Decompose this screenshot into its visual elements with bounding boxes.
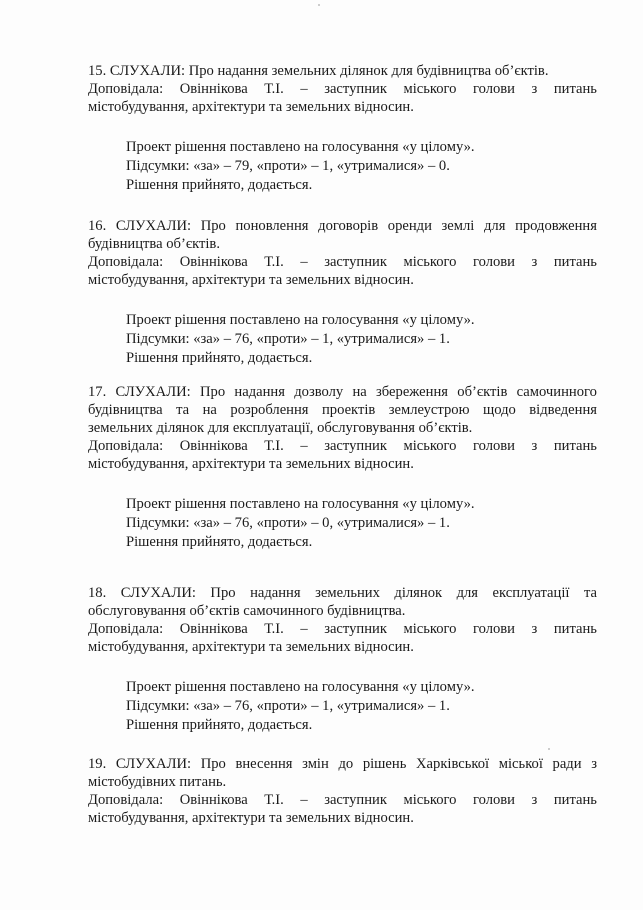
speaker-word: питань [553,254,597,270]
heading-word: для [456,585,479,601]
heading-word: Про [210,585,236,601]
speaker-word: Т.І. [264,81,284,97]
heading-word: міської [498,756,543,772]
speaker-word: – [300,81,308,97]
speaker-word: міського [403,254,457,270]
speaker-word: голови [472,254,515,270]
speaker-line [88,253,597,271]
vote-block [126,138,597,195]
speaker-word: з [531,792,538,808]
speaker-line [88,791,597,809]
heading-word: Про [200,756,226,772]
heading-line [88,383,597,401]
heading-word: та [583,585,597,601]
vote-project: Проект рішення поставлено на голосування «у цілому». [126,139,475,155]
speaker-word: питань [553,81,597,97]
speaker-word: Овіннікова [179,621,248,637]
speaker-line [88,80,597,98]
speaker-position: містобудування, архітектури та земельних відносин. [88,456,414,472]
speaker-word: Доповідала: [88,254,164,270]
heading-word: на [202,402,217,418]
heading-word: СЛУХАЛИ: [115,218,192,234]
heading-word: рішень [362,756,407,772]
speaker-word: з [531,621,538,637]
vote-results: Підсумки: «за» – 76, «проти» – 0, «утрималися» – 1. [126,515,450,531]
speaker-line [88,620,597,638]
speaker-word: питань [553,792,597,808]
speaker-word: – [300,792,308,808]
heading-line: будівництва об’єктів. [88,236,220,252]
speaker-word: Овіннікова [179,438,248,454]
speaker-word: заступник [324,254,387,270]
heading-line [88,755,597,773]
speaker-word: Доповідала: [88,81,164,97]
speaker-word: голови [472,621,515,637]
vote-decision: Рішення прийнято, додається. [126,534,313,550]
vote-block [126,678,597,735]
heading-word: Про [200,218,226,234]
speaker-word: Овіннікова [179,254,248,270]
heading-word: проектів [322,402,376,418]
speaker-word: питань [553,621,597,637]
speaker-word: Т.І. [264,438,284,454]
vote-decision: Рішення прийнято, додається. [126,717,313,733]
speaker-word: з [531,254,538,270]
heading-word: СЛУХАЛИ: [120,585,196,601]
heading-word: надання [234,384,285,400]
heading-line: 15. СЛУХАЛИ: Про надання земельних ділянок для будівництва об’єктів. [88,63,549,79]
speaker-word: з [531,81,538,97]
speaker-word: заступник [324,81,387,97]
speaker-word: – [300,438,308,454]
vote-results: Підсумки: «за» – 79, «проти» – 1, «утрималися» – 0. [126,158,450,174]
heading-word: збереження [376,384,448,400]
speaker-word: Овіннікова [179,81,248,97]
speaker-word: міського [403,621,457,637]
vote-block [126,311,597,368]
speaker-position: містобудування, архітектури та земельних відносин. [88,810,414,826]
heading-line: містобудівних питань. [88,774,227,790]
agenda-item [88,584,597,735]
heading-word: для [484,218,506,234]
heading-word: ради [552,756,582,772]
heading-word: СЛУХАЛИ: [115,384,191,400]
heading-word: розроблення [230,402,309,418]
heading-line: земельних ділянок для експлуатації, обслуговування об’єктів. [88,420,473,436]
heading-word: на [352,384,367,400]
speaker-word: Доповідала: [88,621,164,637]
heading-word: ділянок [394,585,443,601]
agenda-item [88,383,597,552]
speaker-line [88,437,597,455]
speaker-word: голови [472,792,515,808]
heading-word: об’єктів [457,384,508,400]
vote-decision: Рішення прийнято, додається. [126,350,313,366]
vote-project: Проект рішення поставлено на голосування «у цілому». [126,679,475,695]
agenda-item [88,62,597,195]
heading-word: відведення [529,402,597,418]
speaker-position: містобудування, архітектури та земельних відносин. [88,272,414,288]
speaker-word: – [300,621,308,637]
speaker-word: з [531,438,538,454]
heading-word: до [338,756,354,772]
speaker-word: міського [403,438,457,454]
heading-word: самочинного [516,384,597,400]
speaker-word: Т.І. [264,621,284,637]
agenda-item [88,755,597,827]
speaker-word: міського [403,792,457,808]
heading-word: дозволу [294,384,344,400]
heading-word: внесення [235,756,293,772]
heading-word: будівництва [88,402,163,418]
heading-word: надання [250,585,301,601]
speaker-word: міського [403,81,457,97]
speaker-word: Т.І. [264,254,284,270]
heading-word: продовження [515,218,597,234]
heading-line [88,584,597,602]
speaker-word: питань [553,438,597,454]
heading-word: 16. [88,218,107,234]
heading-word: з [591,756,597,772]
heading-word: щодо [482,402,516,418]
speaker-word: Овіннікова [179,792,248,808]
speaker-position: містобудування, архітектури та земельних відносин. [88,639,414,655]
speaker-word: заступник [324,792,387,808]
heading-word: землеустрою [388,402,470,418]
heading-word: землі [441,218,475,234]
speaker-word: Т.І. [264,792,284,808]
heading-word: Харківської [416,756,490,772]
scan-speck [548,748,550,750]
heading-word: 17. [88,384,107,400]
speaker-word: Доповідала: [88,792,164,808]
heading-line [88,217,597,235]
heading-word: поновлення [235,218,309,234]
heading-word: земельних [315,585,380,601]
speaker-position: містобудування, архітектури та земельних відносин. [88,99,414,115]
speaker-word: заступник [324,621,387,637]
speaker-word: заступник [324,438,387,454]
heading-word: змін [302,756,329,772]
heading-word: оренди [387,218,432,234]
heading-line [88,401,597,419]
heading-word: 19. [88,756,107,772]
heading-word: експлуатації [492,585,570,601]
vote-decision: Рішення прийнято, додається. [126,177,313,193]
agenda-item [88,217,597,368]
scan-speck [318,4,320,6]
heading-line: обслуговування об’єктів самочинного будівництва. [88,603,406,619]
vote-project: Проект рішення поставлено на голосування «у цілому». [126,496,475,512]
heading-word: Про [199,384,226,400]
speaker-word: – [300,254,308,270]
heading-word: 18. [88,585,107,601]
heading-word: та [176,402,190,418]
vote-results: Підсумки: «за» – 76, «проти» – 1, «утрималися» – 1. [126,331,450,347]
speaker-word: Доповідала: [88,438,164,454]
vote-results: Підсумки: «за» – 76, «проти» – 1, «утрималися» – 1. [126,698,450,714]
heading-word: договорів [318,218,379,234]
heading-word: СЛУХАЛИ: [115,756,192,772]
speaker-word: голови [472,81,515,97]
vote-block [126,495,597,552]
speaker-word: голови [472,438,515,454]
vote-project: Проект рішення поставлено на голосування «у цілому». [126,312,475,328]
